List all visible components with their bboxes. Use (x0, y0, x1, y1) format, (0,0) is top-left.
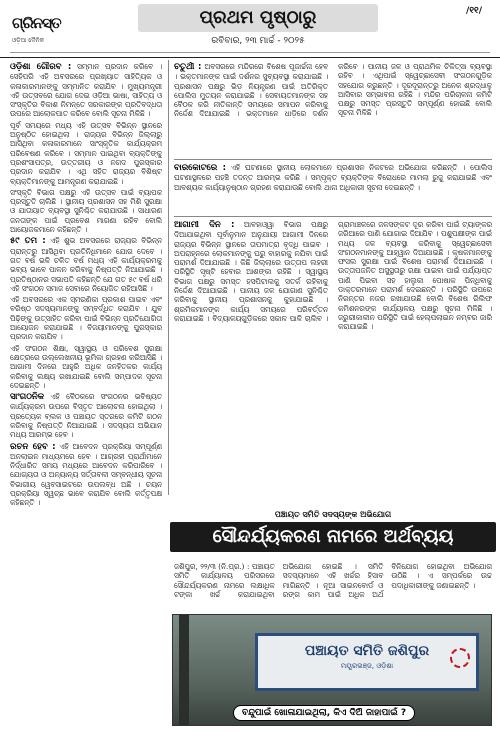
article-body: ଏହି ଆବେଦନ ପ୍ରକ୍ରିୟା ସମ୍ପୂର୍ଣ୍ଣ ଅନଲାଇନ ମାଧ୍ୟମରେ ହେବ । ଆଗ୍ରହୀ ପ୍ରାର୍ଥୀମାନେ ନିର୍ଦ୍ଧାରିତ ସମୟ ମଧ୍ୟରେ ଆବେଦନ କରିପାରିବେ । ଯୋଗ୍ୟତା ଓ ଅନ୍ୟାନ୍ୟ ସର୍ତ୍ତାବଳୀ ସମ୍ବନ୍ଧୀୟ ସୂଚନା ବିଭାଗୀୟ ୱେବସାଇଟରେ ଉପଲବ୍ଧ ଅଛି । ଚୟନ ପ୍ରକ୍ରିୟା ସ୍ୱଚ୍ଛ ଭାବେ କରାଯିବ ବୋଲି କର୍ତ୍ତୃପକ୍ଷ କହିଛନ୍ତି । (10, 441, 162, 508)
article-text (174, 220, 492, 332)
article-weather (174, 220, 492, 510)
divider (174, 216, 492, 217)
article-body: ଅବସରରେ ମନ୍ଦିରରେ ବିଶେଷ ପୂଜାର୍ଚ୍ଚନା ହେବ । ଭକ୍ତମାନଙ୍କ ପାଇଁ ଦର୍ଶନର ସୁବ୍ୟବସ୍ଥା କରାଯାଇଛି । ପ୍ରଶାସନ ପକ୍ଷରୁ ଭିଡ଼ ନିୟନ୍ତ୍ରଣ ପାଇଁ ଅତିରିକ୍ତ ପୋଲିସ ମୁତୟନ କରାଯାଇଛି । ସେବାୟତମାନଙ୍କ ସହ ବୈଠକ କରି ନୀତିକାନ୍ତି ସମୟରେ ସମାପନ କରିବାକୁ ନିର୍ଦ୍ଦେଶ ଦିଆଯାଇଛି । ଭକ୍ତମାନେ ଧାଡ଼ିରେ ଦର୍ଶନ କରିବେ । ପାନୀୟ ଜଳ ଓ ପ୍ରାଥମିକ ଚିକିତ୍ସା ବ୍ୟବସ୍ଥା ରହିବ । ଏଥିପାଇଁ ସ୍ୱେଚ୍ଛାସେବୀ ସଂଗଠନଗୁଡ଼ିକ ସହଯୋଗ କରୁଛନ୍ତି । ଦୂରଦୂରାନ୍ତରୁ ଅନେକ ଶ୍ରଦ୍ଧାଳୁ ଆସିବାର ସମ୍ଭାବନା ରହିଛି । ମନ୍ଦିର ପରିଚାଳନା କମିଟି ପକ୍ଷରୁ ସମସ୍ତ ପ୍ରସ୍ତୁତି ସମ୍ପୂର୍ଣ୍ଣ ହୋଇଛି ବୋଲି ସୂଚନା ମିଳିଛି । (174, 62, 492, 119)
article-body: ସଂସ୍କୃତି ବିଭାଗ ପକ୍ଷରୁ ଏହି ଉତ୍ସବ ପାଇଁ ବ୍ୟାପକ ପ୍ରସ୍ତୁତି ଚାଲିଛି । ସ୍ଥାନୀୟ ପ୍ରଶାସନ ସହ ମିଶି ସୁରକ୍ଷା ଓ ଯାତାୟାତ ବ୍ୟବସ୍ଥା ସୁନିଶ୍ଚିତ କରାଯାଉଛି । ସାଧାରଣ ଜନତାଙ୍କ ପାଇଁ ପ୍ରବେଶ ମାଗଣା ରହିବ ବୋଲି ଆୟୋଜକମାନେ କହିଛନ୍ତି । (10, 187, 162, 235)
article-odisha (10, 62, 162, 119)
article-body: ଏହି ଶୁଭ ଅବସରରେ ରାଜ୍ୟର ବିଭିନ୍ନ ପ୍ରାନ୍ତରୁ ଆସିଥିବା ପ୍ରତିନିଧିମାନେ ଯୋଗ ଦେବେ । ଗତ ବର୍ଷ ଭଳି ଚଳିତ ବର୍ଷ ମଧ୍ୟ ଏହି କାର୍ଯ୍ୟକ୍ରମକୁ ଭବ୍ୟ ଭାବେ ପାଳନ କରିବାକୁ ନିଷ୍ପତ୍ତି ନିଆଯାଇଛି । ପ୍ରତିଷ୍ଠାନର ସଭାପତି କହିଛନ୍ତି ଯେ ଗତ ୫୯ ବର୍ଷ ଧରି ଏହି ସଂଗଠନ ସମାଜ ସେବାରେ ନିୟୋଜିତ ରହିଆସିଛି । (10, 236, 162, 293)
article-heading: ଆଗାମୀ ଦିନ : (174, 220, 235, 230)
article-heading: ୫୯ ତମ : (10, 236, 46, 247)
article-body: ଏହି ଘଟଣାରେ ସ୍ଥାନୀୟ ଲୋକମାନେ ପ୍ରଶାସନ ନିକଟରେ ଅଭିଯୋଗ କରିଛନ୍ତି । ପୋଲିସ ଘଟଣାସ୍ଥଳରେ ପହଞ୍ଚି ତଦନ୍ତ ଆରମ୍ଭ କରିଛି । ସମ୍ପୃକ୍ତ ବ୍ୟକ୍ତିଙ୍କ ବିରୋଧରେ ମାମଲା ରୁଜୁ କରାଯାଇଛି ଏବଂ ଆବଶ୍ୟକ କାର୍ଯ୍ୟାନୁଷ୍ଠାନ ଗ୍ରହଣ କରାଯାଉଛି ବୋଲି ଥାନା ଅଧିକାରୀ ସୂଚନା ଦେଇଛନ୍ତି । (174, 163, 492, 192)
logo-tagline: ଓଡ଼ିଆ ଦୈନିକ (12, 37, 44, 44)
signboard-subtitle: ମୟୂରଭଞ୍ଜ, ଓଡ଼ିଶା (340, 662, 394, 670)
article-organisation (10, 392, 162, 439)
issue-date: ରବିବାର, ୨୩ ମାର୍ଚ୍ଚ - ୨୦୨୫ (211, 36, 305, 46)
signboard-title: ପଞ୍ଚାୟତ ସମିତି ଜଶିପୁର (304, 643, 430, 659)
newspaper-logo[interactable]: ଗ୍ରିନସ୍ତ (12, 14, 61, 32)
article-body: ଏହି ଅବସରରେ ଏକ ସ୍ମରଣିକା ପ୍ରକାଶ ପାଇବ ଏବଂ ବରିଷ୍ଠ ସଦସ୍ୟମାନଙ୍କୁ ସମ୍ବର୍ଦ୍ଧିତ କରାଯିବ । ଯୁବ ପିଢ଼ିଙ୍କୁ ଉତ୍ସାହିତ କରିବା ପାଇଁ ବିଭିନ୍ନ ପ୍ରତିଯୋଗିତା ଆୟୋଜନ କରାଯାଇଛି । ବିଜୟୀମାନଙ୍କୁ ପୁରସ୍କାର ପ୍ରଦାନ କରାଯିବ । (10, 295, 162, 342)
article-heading: ବାରକୋଟରେ : (174, 163, 227, 173)
article-heading: ସାଂଗଠନିକ (10, 392, 45, 403)
left-column (10, 62, 162, 707)
article-body: ପୂର୍ବ ସମୟରେ ମଧ୍ୟ ଏହି ଉତ୍ସବ ବିଭିନ୍ନ ସ୍ଥାନରେ ଅନୁଷ୍ଠିତ ହୋଇଥିଲା । ରାଜ୍ୟର ବିଭିନ୍ନ ଜିଲ୍ଲାରୁ ଆସିଥିବା କଳାକାରମାନେ ସାଂସ୍କୃତିକ କାର୍ଯ୍ୟକ୍ରମ ପରିବେଷଣ କରିବେ । ସମ୍ମାନ ପାଇଥିବା ବ୍ୟକ୍ତିଙ୍କୁ ପ୍ରଶଂସାପତ୍ର, ଉତ୍ତରୀୟ ଓ ନଗଦ ପୁରସ୍କାର ପ୍ରଦାନ କରାଯିବ । ଏଥି ସହିତ ରାଜ୍ୟର ବିଶିଷ୍ଟ ବ୍ୟକ୍ତିମାନଙ୍କୁ ଆମନ୍ତ୍ରଣ କରାଯାଇଛି । (10, 120, 162, 186)
article-chaturthi (174, 62, 492, 157)
signboard (255, 633, 479, 691)
highlight-circle (450, 648, 470, 668)
masthead (0, 0, 500, 58)
page-number: /୧୧/ (466, 6, 482, 16)
article-body: ଏହି ସଂଗଠନ ଶିକ୍ଷା, ସ୍ୱାସ୍ଥ୍ୟ ଓ ପରିବେଶ ସୁରକ୍ଷା କ୍ଷେତ୍ରରେ ଉଲ୍ଲେଖନୀୟ ଭୂମିକା ଗ୍ରହଣ କରିଆସିଛି । ଆଗାମୀ ଦିନରେ ଆହୁରି ଅଧିକ ଜନହିତକର କାର୍ଯ୍ୟ କରିବାକୁ ଲକ୍ଷ୍ୟ ରଖାଯାଇଛି ବୋଲି ସମ୍ପାଦକ ସୂଚନା ଦେଇଛନ୍ତି । (10, 343, 162, 390)
article-barkote (174, 163, 492, 215)
section-title: ପ୍ରଥମ ପୃଷ୍ଠାରୁ (138, 4, 378, 32)
divider (174, 159, 492, 160)
lead-story-banner (170, 510, 496, 558)
article-body: ଆବହାଓ୍ୱା ବିଭାଗ ପକ୍ଷରୁ ଦିଆଯାଇଥିବା ପୂର୍ବାନୁମାନ ଅନୁଯାୟୀ ଆଗାମୀ ଦିନରେ ରାଜ୍ୟର ବିଭିନ୍ନ ସ୍ଥାନରେ ତାପମାତ୍ରା ବୃଦ୍ଧି ପାଇବ । ଅପରାହ୍ନରେ ଲୋକମାନଙ୍କୁ ଘରୁ ବାହାରକୁ ନଯିବା ପାଇଁ ପରାମର୍ଶ ଦିଆଯାଇଛି । କିଛି ଜିଲ୍ଲାରେ ଉତ୍ତାପ ଲହରୀ ପରିସ୍ଥିତି ସୃଷ୍ଟି ହେବାର ଆଶଙ୍କା ରହିଛି । ସ୍ୱାସ୍ଥ୍ୟ ବିଭାଗ ପକ୍ଷରୁ ସମସ୍ତ ହସପିଟାଲକୁ ସତର୍କ ରହିବାକୁ ନିର୍ଦ୍ଦେଶ ଦିଆଯାଇଛି । ପାନୀୟ ଜଳ ଯୋଗାଣ ସୁନିଶ୍ଚିତ କରିବାକୁ ସ୍ଥାନୀୟ ପ୍ରଶାସନକୁ କୁହାଯାଇଛି । ଶ୍ରମିକମାନଙ୍କ କାର୍ଯ୍ୟ ସମୟରେ ପରିବର୍ତ୍ତନ କରାଯାଇଛି । ବିଦ୍ୟାଳୟଗୁଡ଼ିକରେ ସକାଳ ପାଳି ଚାଲିବ । ଗ୍ରାମାଞ୍ଚଳରେ ଜଳସଙ୍କଟ ଦୂର କରିବା ପାଇଁ ଟ୍ୟାଙ୍କର ଜରିଆରେ ପାଣି ଯୋଗାଇ ଦିଆଯିବ । ପଶୁପକ୍ଷୀଙ୍କ ପାଇଁ ମଧ୍ୟ ଜଳ ବ୍ୟବସ୍ଥା କରିବାକୁ ସ୍ୱେଚ୍ଛାସେବୀ ସଂଗଠନମାନଙ୍କୁ ଆହ୍ୱାନ ଦିଆଯାଇଛି । କୃଷକମାନଙ୍କୁ ଫସଲ ସୁରକ୍ଷା ପାଇଁ ବିଶେଷ ପରାମର୍ଶ ଦିଆଯାଇଛି । ଉତ୍ତାପଜନିତ ଅସୁସ୍ଥତାରୁ ରକ୍ଷା ପାଇବା ପାଇଁ ପର୍ଯ୍ୟାପ୍ତ ପାଣି ପିଇବା ସହ ହାଲୁକା ପୋଷାକ ପିନ୍ଧିବାକୁ ଡାକ୍ତରମାନେ ପରାମର୍ଶ ଦେଇଛନ୍ତି । ପରିସ୍ଥିତି ଉପରେ ନିରନ୍ତର ନଜର ରଖାଯାଉଛି ବୋଲି ବିଶେଷ ରିଲିଫ କମିଶନରଙ୍କ କାର୍ଯ୍ୟାଳୟ ପକ୍ଷରୁ ସୂଚନା ମିଳିଛି । ଜରୁରୀକାଳୀନ ପରିସ୍ଥିତି ପାଇଁ ହେଲ୍ପଲାଇନ ନମ୍ବର ଜାରି କରାଯାଇଛି । (174, 220, 492, 332)
article-text (174, 62, 492, 119)
story-headline[interactable]: ସୌନ୍ଦର୍ଯ୍ୟକରଣ ନାମରେ ଅର୍ଥବ୍ୟୟ (170, 522, 496, 552)
article-59 (10, 236, 162, 293)
column-divider (168, 60, 169, 495)
news-photo (172, 614, 492, 726)
article-body: ସମ୍ମାନ ପ୍ରଦାନ କରିବେ । ସେହିପରି ଏହି ଅବସରରେ ପ୍ରଖ୍ୟାତ ସାହିତ୍ୟିକ ଓ କଳାକାରମାନଙ୍କୁ ସମ୍ମାନିତ କରାଯିବ । ମୁଖ୍ୟମନ୍ତ୍ରୀ ଏହି ଉତ୍ସବରେ ଯୋଗ ଦେଇ ଓଡ଼ିଆ ଭାଷା, ସାହିତ୍ୟ ଓ ସଂସ୍କୃତିର ବିକାଶ ନିମନ୍ତେ ସରକାରଙ୍କ ପ୍ରତିବଦ୍ଧତା ଉପରେ ଆଲୋକପାତ କରିବେ ବୋଲି ସୂଚନା ମିଳିଛି । (10, 62, 162, 119)
photo-caption: ବନ୍ଦୁପାଇଁ ଖୋଳାଯାଇଥିଲା, କିଏ ଦିଅି ଜାହାପାଇଁ ? (233, 705, 415, 721)
article-recruitment (10, 442, 162, 508)
article-heading: ଓଡ଼ିଶା ଗୌରବ : (10, 62, 72, 72)
pole (179, 615, 189, 726)
article-body: ଏହି ବୈଠକରେ ସଂଗଠନର ଭବିଷ୍ୟତ କାର୍ଯ୍ୟକ୍ରମ ଉପରେ ବିସ୍ତୃତ ଆଲୋଚନା ହୋଇଥିଲା । ପ୍ରତ୍ୟେକ ବ୍ଲକ ଓ ପଞ୍ଚାୟତ ସ୍ତରରେ କମିଟି ଗଠନ କରିବାକୁ ନିଷ୍ପତ୍ତି ନିଆଯାଇଛି । ସଦସ୍ୟତା ଅଭିଯାନ ମଧ୍ୟ ଆରମ୍ଭ ହେବ । (10, 392, 162, 440)
article-heading: ଚତୁର୍ଥୀ : (174, 62, 202, 72)
article-body: ଜଶିପୁର, ୨୨/୩ (ନି.ପ୍ର.) : ପଞ୍ଚାୟତ ସମିତି କାର୍ଯ୍ୟାଳୟ ପରିସରରେ ସୌନ୍ଦର୍ଯ୍ୟକରଣ ନାମରେ ଲକ୍ଷାଧିକ ଟଙ୍କା ଖର୍ଚ୍ଚ କରାଯାଇଥିବା ଅଭିଯୋଗ ହୋଇଛି । ସମିତି ସଦସ୍ୟମାନେ ଏହି ଖର୍ଚ୍ଚର ହିସାବ ମାଗିଛନ୍ତି । ନୂଆ ସାଇନବୋର୍ଡ ଓ ରଙ୍ଗ କାମ ପାଇଁ ଅଧିକ ଅର୍ଥ ବିନିଯୋଗ ହୋଇଥିବା ଅଭିଯୋଗ ଉଠିଛି । ଏ ସମ୍ପର୍କରେ ଉଚ୍ଚ ପଦାଧିକାରୀଙ୍କୁ ଜଣାଇଛନ୍ତି । (174, 562, 492, 599)
article-heading: ରଚନ ହେବ : (10, 441, 56, 452)
story-kicker: ପଞ୍ଚାୟତ ସମିତି ସଦସ୍ୟଙ୍କ ଅଭିଯୋଗ (274, 510, 392, 519)
lead-story-body (174, 562, 492, 612)
divider (10, 52, 490, 53)
